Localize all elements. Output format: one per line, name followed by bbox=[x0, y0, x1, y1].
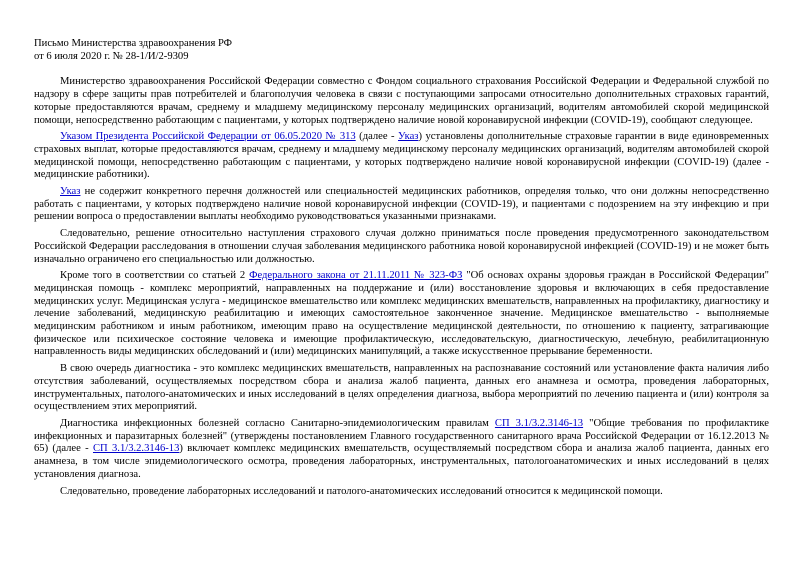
paragraph-3 bbox=[34, 186, 769, 224]
paragraph-5 bbox=[34, 270, 769, 359]
link-sanitary-rules-short[interactable]: СП 3.1/3.2.3146-13 bbox=[92, 443, 180, 455]
paragraph-2-text-1: (далее - bbox=[355, 131, 399, 143]
link-presidential-decree[interactable]: Указом Президента Российской Федерации от 06.05.2020 № 313 bbox=[60, 131, 356, 143]
paragraph-7-text-2: "Общие требования по профилактике инфекционных и паразитарных болезней" (утверждены постановлением Главного государственного санитарного врача Российской Федерации от 16.12.2013 № 65) (далее - bbox=[34, 417, 770, 455]
paragraph-1: Министерство здравоохранения Российской Федерации совместно с Фондом социального страхования Российской Федерации и Федеральной службой по надзору в сфере защиты прав потребителей и благополучия человека в связи с поступающими запросами относительно дополнительных страховых гарантий, которые предоставляются врачам, среднему и младшему медицинскому персоналу медицинских организаций, водителям автомобилей скорой медицинской помощи, непосредственно работающим с пациентами, у которых подтверждено наличие новой коронавирусной инфекции (COVID-19), сообщают следующее. bbox=[34, 76, 769, 126]
link-federal-law[interactable]: Федерального закона от 21.11.2011 № 323-ФЗ bbox=[249, 270, 463, 282]
document-title bbox=[34, 38, 769, 63]
paragraph-7-text-3: ) включает комплекс медицинских вмешательств, осуществляемый посредством сбора и анализа жалоб пациента, данных его анамнеза, в том числе эпидемиологического осмотра, проведения лабораторных, инструментальных, патологоанатомических и иных исследований в целях установления диагноза. bbox=[34, 443, 770, 480]
paragraph-2-text-2: ) установлены дополнительные страховые гарантии в виде единовременных страховых выплат, которые предоставляются врачам, среднему и младшему медицинскому персоналу медицинских организаций, водителям автомобилей скорой медицинской помощи, непосредственно работающим с пациентами, у которых подтверждено наличие новой коронавирусной инфекции (COVID-19) (далее - медицинские работники). bbox=[34, 131, 769, 181]
document bbox=[34, 38, 769, 502]
paragraph-5-text-1: Кроме того в соответствии со статьей 2 bbox=[60, 270, 250, 282]
paragraph-6: В свою очередь диагностика - это комплекс медицинских вмешательств, направленных на распознавание состояний или установление факта наличия либо отсутствия заболеваний, осуществляемых посредством сбора и анализа жалоб пациента, данных его анамнеза и осмотра, проведения лабораторных, инструментальных, патолого-анатомических и иных исследований в целях определения диагноза, выбора мероприятий по лечению пациента и (или) контроля за осуществлением этих мероприятий. bbox=[34, 363, 769, 413]
link-decree-short[interactable]: Указ bbox=[398, 131, 419, 143]
title-line-2: от 6 июля 2020 г. № 28-1/И/2-9309 bbox=[34, 50, 189, 62]
paragraph-7 bbox=[34, 418, 769, 482]
paragraph-8: Следовательно, проведение лабораторных исследований и патолого-анатомических исследований относится к медицинской помощи. bbox=[60, 485, 663, 497]
paragraph-7-text-1: Диагностика инфекционных болезней согласно Санитарно-эпидемиологическим правилам bbox=[60, 417, 495, 429]
link-sanitary-rules[interactable]: СП 3.1/3.2.3146-13 bbox=[494, 417, 584, 429]
paragraph-2 bbox=[34, 131, 769, 182]
paragraph-5-text-2: "Об основах охраны здоровья граждан в Российской Федерации" медицинская помощь - комплекс мероприятий, направленных на поддержание и (или) восстановление здоровья и включающих в себя предоставление медицинских услуг. Медицинская услуга - медицинское вмешательство или комплекс медицинских вмешательств, направленных на профилактику, диагностику и лечение заболеваний, медицинскую реабилитацию и имеющих самостоятельное законченное значение. Медицинское вмешательство - выполняемые медицинским работником и иным работником, имеющим право на осуществление медицинской деятельности, по отношению к пациенту, затрагивающие физическое или психическое состояние человека и имеющие профилактическую, исследовательскую, диагностическую, лечебную, реабилитационную направленность виды медицинских обследований и (или) медицинских манипуляций, а также искусственное прерывание беременности. bbox=[34, 270, 770, 358]
paragraph-4: Следовательно, решение относительно наступления страхового случая должно приниматься после проведения предусмотренного законодательством Российской Федерации расследования в отношении случая заболевания медицинского работника новой коронавирусной инфекцией (COVID-19) и не может быть изначально ограничено его специальностью или должностью. bbox=[34, 228, 769, 265]
title-line-1: Письмо Министерства здравоохранения РФ bbox=[34, 38, 233, 49]
link-decree[interactable]: Указ bbox=[60, 186, 81, 198]
paragraph-3-text: не содержит конкретного перечня должностей или специальностей медицинских работников, определяя только, что они должны непосредственно работать с пациентами, у которых подтверждено наличие новой коронавирусной инфекции (COVID-19), и пациентами с подозрением на эту инфекцию и при решении вопроса о предоставлении выплаты необходимо руководствоваться указанными признаками. bbox=[34, 186, 769, 223]
